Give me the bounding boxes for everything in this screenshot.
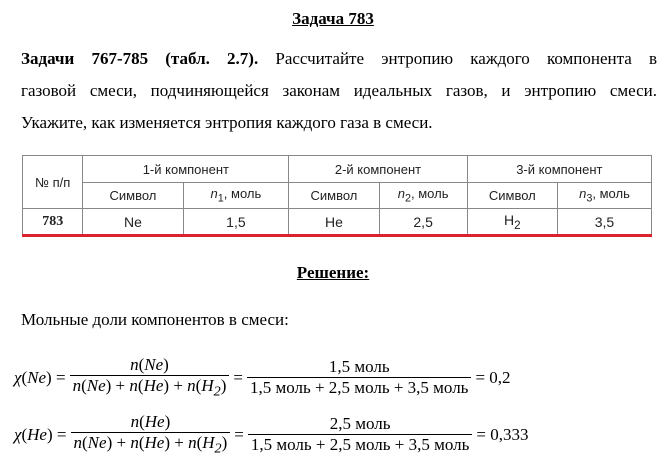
equation-he: χ(He) = $\frac{n(He)}{n(Ne) + n(He) + n(H_2)}$ = $\frac{\text{2,5 моль}}{\text{1,5 моль + 2,5 моль + 3,5 моль}}$ = 0,333 [14, 412, 529, 457]
task-reference: Задачи 767-785 (табл. 2.7). [21, 49, 259, 68]
task-title: Задача 783 [292, 9, 374, 28]
highlight-underline [22, 234, 652, 237]
task-statement [21, 43, 657, 139]
subheader-symbol-3: Символ [467, 183, 557, 209]
task-text-line-3: Укажите, как изменяется энтропия каждого газа в смеси. [21, 113, 433, 132]
fraction-he-numeric: $\frac{\text{2,5 моль}}{\text{1,5 моль + 2,5 моль + 3,5 моль}}$ [248, 414, 473, 455]
amount-3: 3,5 [557, 209, 651, 236]
subheader-symbol-2: Символ [289, 183, 379, 209]
subheader-symbol-1: Символ [83, 183, 183, 209]
col-header-component-2: 2-й компонент [289, 156, 467, 183]
task-text-line-1: Рассчитайте энтропию каждого компонента в [275, 49, 658, 68]
symbol-2: He [289, 209, 379, 236]
amount-2: 2,5 [379, 209, 467, 236]
subheader-n2: $n_2$, моль [379, 183, 467, 209]
col-header-component-3: 3-й компонент [467, 156, 651, 183]
equation-ne-result: = 0,2 [475, 367, 511, 387]
subheader-n1: $n_1$, моль [183, 183, 289, 209]
equation-ne: χ(Ne) = $\frac{n(Ne)}{n(Ne) + n(He) + n(H_2)}$ = $\frac{\text{1,5 моль}}{\text{1,5 моль + 2,5 моль + 3,5 моль}}$ = 0,2 [14, 355, 511, 400]
intro-text: Мольные доли компонентов в смеси: [21, 310, 289, 329]
equation-ne-lhs: χ(Ne) = [14, 367, 66, 387]
equation-he-result: = 0,333 [476, 424, 529, 444]
task-text-line-2: газовой смеси, подчиняющейся законам идеальных газов, и энтропию смеси. [21, 81, 657, 100]
amount-1: 1,5 [183, 209, 289, 236]
fraction-ne-symbolic: $\frac{n(Ne)}{n(Ne) + n(He) + n(H_2)}$ [70, 355, 230, 400]
symbol-3: $H_2$ [467, 209, 557, 236]
solution-title: Решение: [296, 263, 370, 282]
row-number: 783 [23, 209, 83, 236]
col-header-number: № п/п [23, 156, 83, 209]
symbol-1: Ne [83, 209, 183, 236]
col-header-component-1: 1-й компонент [83, 156, 289, 183]
equation-he-lhs: χ(He) = [14, 424, 67, 444]
subheader-n3: $n_3$, моль [557, 183, 651, 209]
fraction-he-symbolic: $\frac{n(He)}{n(Ne) + n(He) + n(H_2)}$ [71, 412, 231, 457]
task-data-table [22, 155, 652, 236]
fraction-ne-numeric: $\frac{\text{1,5 моль}}{\text{1,5 моль + 2,5 моль + 3,5 моль}}$ [247, 357, 472, 398]
